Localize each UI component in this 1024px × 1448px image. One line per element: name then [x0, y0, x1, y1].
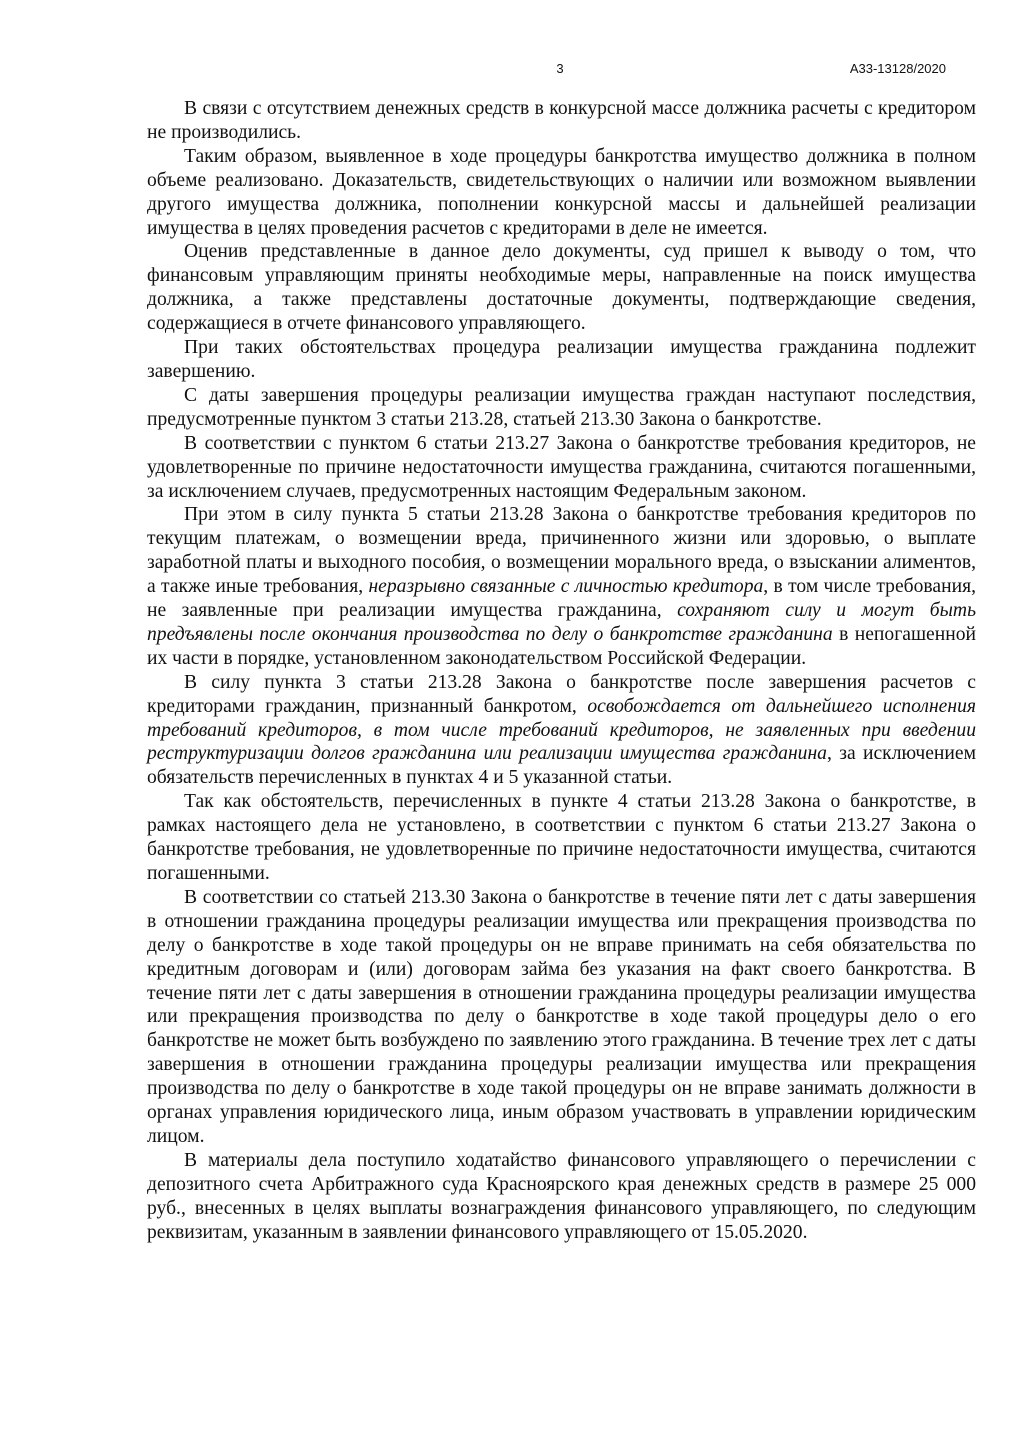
paragraph — [147, 503, 976, 670]
paragraph — [147, 790, 976, 886]
text-segment: В связи с отсутствием денежных средств в конкурсной массе должника расчеты с кредитором не производились. — [147, 98, 976, 143]
text-segment: В силу пункта 3 статьи 213.28 Закона о банкротстве после завершения расчетов с кредиторами гражданин, признанный банкротом, — [147, 671, 976, 717]
text-segment: В соответствии со статьей 213.30 Закона о банкротстве в течение пяти лет с даты завершения в отношении гражданина процедуры реализации имущества или прекращения производства по делу о банкротстве в ходе такой процедуры он не вправе принимать на себя обязательства по кредитным договорам и (или) договорам займа без указания на факт своего банкротства. В течение пяти лет с даты завершения в отношении гражданина процедуры реализации имущества или прекращения производства по делу о банкротстве в ходе такой процедуры дело о его банкротстве не может быть возбуждено по заявлению этого гражданина. В течение трех лет с даты завершения в отношении гражданина процедуры реализации имущества или прекращения производства по делу о банкротстве в ходе такой процедуры он не вправе занимать должности в органах управления юридического лица, иным образом участвовать в управлении юридическим лицом. — [147, 886, 976, 1147]
text-segment: Таким образом, выявленное в ходе процедуры банкротства имущество должника в полном объеме реализовано. Доказательств, свидетельствующих о наличии или возможном выявлении другого имущества должника, пополнении конкурсной массы и дальнейшей реализации имущества в целях проведения расчетов с кредиторами в деле не имеется. — [147, 145, 976, 239]
document-body — [147, 97, 976, 1245]
text-segment: в непогашенной их части в порядке, установленном законодательством Российской Федерации. — [147, 623, 976, 669]
paragraph — [147, 384, 976, 432]
text-segment: Так как обстоятельств, перечисленных в пункте 4 статьи 213.28 Закона о банкротстве, в рамках настоящего дела не установлено, в соответствии с пунктом 6 статьи 213.27 Закона о банкротстве требования, не удовлетворенные по причине недостаточности имущества, считаются погашенными. — [147, 791, 976, 884]
text-segment: Оценив представленные в данное дело документы, суд пришел к выводу о том, что финансовым управляющим приняты необходимые меры, направленные на поиск имущества должника, а также представлены достаточные документы, подтверждающие сведения, содержащиеся в отчете финансового управляющего. — [147, 241, 976, 335]
paragraph — [147, 1149, 976, 1245]
paragraph — [147, 336, 976, 384]
text-segment: , за исключением обязательств перечисленных в пунктах 4 и 5 указанной статьи. — [147, 743, 976, 789]
paragraph — [147, 97, 976, 145]
page-number: 3 — [556, 61, 564, 76]
paragraph — [147, 432, 976, 504]
paragraph — [147, 886, 976, 1149]
text-segment: При таких обстоятельствах процедура реализации имущества гражданина подлежит завершению. — [147, 337, 976, 382]
text-segment: В материалы дела поступило ходатайство финансового управляющего о перечислении с депозитного счета Арбитражного суда Красноярского края денежных средств в размере 25 000 руб., внесенных в целях выплаты вознаграждения финансового управляющего, по следующим реквизитам, указанным в заявлении финансового управляющего от 15.05.2020. — [147, 1149, 976, 1243]
italic-text-segment: неразрывно связанные с личностью кредитора — [368, 576, 764, 598]
text-segment: При этом в силу пункта 5 статьи 213.28 Закона о банкротстве требования кредиторов по текущим платежам, о возмещении вреда, причиненного жизни или здоровью, о выплате заработной платы и выходного пособия, о возмещении морального вреда, о взыскании алиментов, а также иные требования, — [147, 504, 976, 598]
text-segment: , в том числе требования, не заявленные при реализации имущества гражданина — [147, 576, 977, 622]
case-number: А33-13128/2020 — [849, 61, 946, 76]
text-segment: С даты завершения процедуры реализации имущества граждан наступают последствия, предусмотренные пунктом 3 статьи 213.28, статьей 213.30 Закона о банкротстве. — [147, 384, 976, 430]
text-segment: В соответствии с пунктом 6 статьи 213.27 Закона о банкротстве требования кредиторов, не удовлетворенные по причине недостаточности имущества гражданина, считаются погашенными, за исключением случаев, предусмотренных настоящим Федеральным законом. — [147, 432, 976, 502]
italic-text-segment: , сохраняют силу и могут быть предъявлены после окончания производства по делу о банкротстве гражданина — [147, 600, 976, 645]
paragraph — [147, 240, 976, 336]
paragraph — [147, 671, 976, 791]
italic-text-segment: освобождается от дальнейшего исполнения требований кредиторов, в том числе требований кредиторов, не заявленных при введении реструктуризации долгов гражданина или реализации имущества гражданина — [147, 695, 976, 765]
paragraph — [147, 145, 976, 241]
